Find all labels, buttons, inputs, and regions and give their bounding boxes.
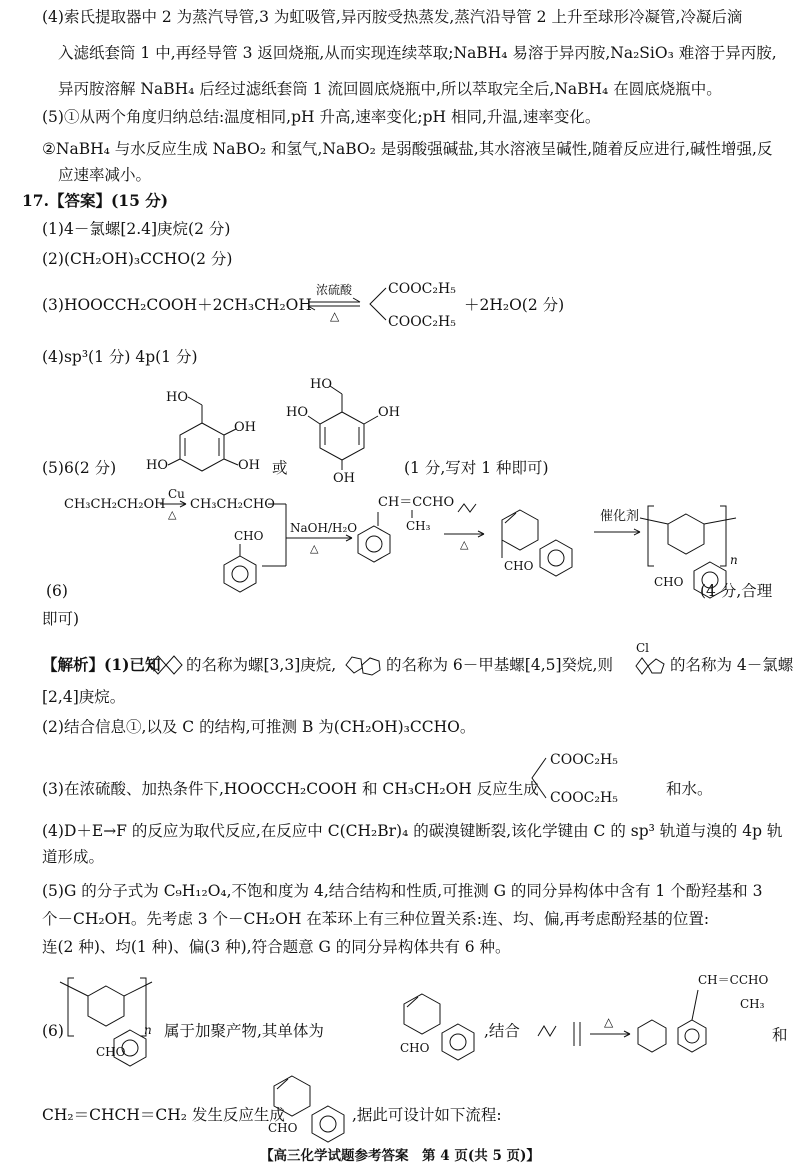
- cond-heat: △: [330, 309, 340, 323]
- or-label: 或: [272, 459, 288, 477]
- isomer-structure-2: [286, 370, 406, 485]
- chloro-spiroheptane-icon: [636, 658, 664, 674]
- svg-text:CH₃: CH₃: [740, 997, 765, 1011]
- propanol: CH₃CH₂CH₂OH: [64, 497, 166, 512]
- svg-text:CHO: CHO: [504, 559, 534, 573]
- analysis-6-line2-pre: CH₂＝CHCH＝CH₂ 发生反应生成: [42, 1106, 285, 1124]
- page-footer: 【高三化学试题参考答案 第 4 页(共 5 页)】: [260, 1148, 540, 1164]
- q17-answer-6-score: (4 分,合理: [700, 582, 773, 600]
- q17-answer-1: (1)4－氯螺[2.4]庚烷(2 分): [42, 220, 231, 238]
- p5-line3: 应速率减小。: [58, 166, 152, 184]
- propanal: CH₃CH₂CHO: [190, 497, 275, 512]
- svg-text:CH＝CCHO: CH＝CCHO: [698, 973, 769, 987]
- svg-text:属于加聚产物,其单体为: 属于加聚产物,其单体为: [164, 1022, 324, 1040]
- svg-text:CH₃: CH₃: [406, 519, 431, 533]
- q17-answer-4: (4)sp³(1 分) 4p(1 分): [42, 348, 198, 366]
- benzaldehyde-cho: CHO: [234, 529, 264, 543]
- svg-text:OH: OH: [378, 405, 400, 420]
- methyl-spirodecane-icon: [346, 657, 380, 675]
- svg-text:OH: OH: [333, 471, 355, 486]
- catalyst: 催化剂: [600, 509, 640, 524]
- svg-text:HO: HO: [146, 458, 168, 473]
- svg-text:OH: OH: [238, 458, 260, 473]
- q17-answer-5-lead: (5)6(2 分): [42, 459, 117, 477]
- svg-text:△: △: [460, 538, 469, 551]
- svg-text:CHO: CHO: [400, 1041, 430, 1055]
- polymer-bracket-left: [648, 506, 654, 566]
- svg-text:n: n: [730, 553, 738, 567]
- svg-text:Cl: Cl: [636, 641, 650, 655]
- analysis-4-line2: 道形成。: [42, 848, 105, 866]
- analysis-1-line2: [2,4]庚烷。: [42, 688, 126, 706]
- svg-text:△: △: [604, 1015, 614, 1029]
- q17-answer-2: (2)(CH₂OH)₃CCHO(2 分): [42, 250, 233, 268]
- q17-heading: 17.【答案】(15 分): [22, 191, 169, 210]
- analysis-6-structures: [40, 964, 800, 1074]
- svg-text:【解析】(1)已知: 【解析】(1)已知: [42, 655, 161, 674]
- analysis-3-post: 和水。: [666, 780, 713, 798]
- svg-text:COOC₂H₅: COOC₂H₅: [550, 790, 618, 806]
- polymer-bracket-right: [720, 506, 726, 566]
- analysis-1-line: [0, 640, 800, 680]
- svg-text:OH: OH: [234, 420, 256, 435]
- analysis-6-line2-post: ,据此可设计如下流程:: [352, 1106, 502, 1124]
- svg-text:CHO: CHO: [268, 1121, 298, 1135]
- svg-text:和: 和: [772, 1026, 788, 1044]
- q17-answer-6-lead: (6): [46, 582, 68, 600]
- diels-alder-product: [264, 1070, 354, 1140]
- analysis-3-pre: (3)在浓硫酸、加热条件下,HOOCCH₂COOH 和 CH₃CH₂OH 反应生成: [42, 780, 539, 798]
- q17-answer-5-note: (1 分,写对 1 种即可): [404, 459, 549, 477]
- cond-conc-acid: 浓硫酸: [316, 283, 353, 297]
- cyclohexene-ring: [502, 510, 538, 550]
- q17-answer-3-products: ＋2H₂O(2 分): [464, 296, 565, 314]
- svg-text:的名称为 6－甲基螺[4,5]癸烷,则: 的名称为 6－甲基螺[4,5]癸烷,则: [386, 656, 613, 674]
- p5-line2: ②NaBH₄ 与水反应生成 NaBO₂ 和氢气,NaBO₂ 是弱酸强碱盐,其水溶液呈碱性,随着反应进行,碱性增强,反: [42, 140, 773, 158]
- cu-catalyst: Cu: [168, 487, 185, 501]
- diethyl-malonate: [530, 748, 650, 808]
- svg-text:△: △: [168, 508, 177, 521]
- analysis-2: (2)结合信息①,以及 C 的结构,可推测 B 为(CH₂OH)₃CCHO。: [42, 718, 476, 736]
- svg-text:COOC₂H₅: COOC₂H₅: [550, 752, 618, 768]
- svg-text:CHO: CHO: [654, 575, 684, 589]
- analysis-5-line1: (5)G 的分子式为 C₉H₁₂O₄,不饱和度为 4,结合结构和性质,可推测 G 的同分异构体中含有 1 个酚羟基和 3: [42, 882, 763, 900]
- svg-text:(6): (6): [42, 1022, 64, 1040]
- svg-text:△: △: [310, 542, 319, 555]
- analysis-5-line3: 连(2 种)、均(1 种)、偏(3 种),符合题意 G 的同分异构体共有 6 种。: [42, 938, 511, 956]
- naoh-condition: NaOH/H₂O: [290, 521, 358, 535]
- p5-line1: (5)①从两个角度归纳总结:温度相同,pH 升高,速率变化;pH 相同,升温,速率变化。: [42, 108, 601, 126]
- p4-line1: (4)索氏提取器中 2 为蒸汽导管,3 为虹吸管,异丙胺受热蒸发,蒸汽沿导管 2 上升至球形冷凝管,冷凝后滴: [42, 8, 743, 26]
- synthesis-route: [40, 488, 800, 610]
- prod-cooet-bottom: COOC₂H₅: [388, 314, 456, 330]
- q17-answer-3-reactants: (3)HOOCCH₂COOH＋2CH₃CH₂OH: [42, 296, 312, 314]
- isomer-structure-1: [140, 390, 280, 485]
- svg-text:HO: HO: [286, 405, 308, 420]
- svg-text:HO: HO: [310, 377, 332, 392]
- analysis-5-line2: 个－CH₂OH。先考虑 3 个－CH₂OH 在苯环上有三种位置关系:连、均、偏,再考虑酚羟基的位置:: [42, 910, 710, 928]
- p4-line2: 入滤纸套筒 1 中,再经导管 3 返回烧瓶,从而实现连续萃取;NaBH₄ 易溶于异丙胺,Na₂SiO₃ 难溶于异丙胺,: [58, 44, 777, 62]
- p4-line3: 异丙胺溶解 NaBH₄ 后经过滤纸套筒 1 流回圆底烧瓶中,所以萃取完全后,NaBH₄ 在圆底烧瓶中。: [58, 80, 722, 98]
- malonate-bonds: [370, 288, 386, 320]
- svg-text:n: n: [144, 1023, 152, 1037]
- svg-text:HO: HO: [166, 390, 188, 405]
- analysis-4-line1: (4)D＋E→F 的反应为取代反应,在反应中 C(CH₂Br)₄ 的碳溴键断裂,该化学键由 C 的 sp³ 轨道与溴的 4p 轨: [42, 822, 783, 840]
- butadiene-mark: [458, 504, 476, 512]
- svg-text:CHO: CHO: [96, 1045, 126, 1059]
- svg-text:,结合: ,结合: [484, 1022, 520, 1040]
- unsaturated-aldehyde: CH＝CCHO: [378, 495, 455, 510]
- svg-text:的名称为螺[3,3]庚烷,: 的名称为螺[3,3]庚烷,: [186, 656, 337, 674]
- q17-answer-6-tail: 即可): [42, 610, 80, 628]
- svg-text:的名称为 4－氯螺: 的名称为 4－氯螺: [670, 656, 794, 674]
- prod-cooet-top: COOC₂H₅: [388, 281, 456, 297]
